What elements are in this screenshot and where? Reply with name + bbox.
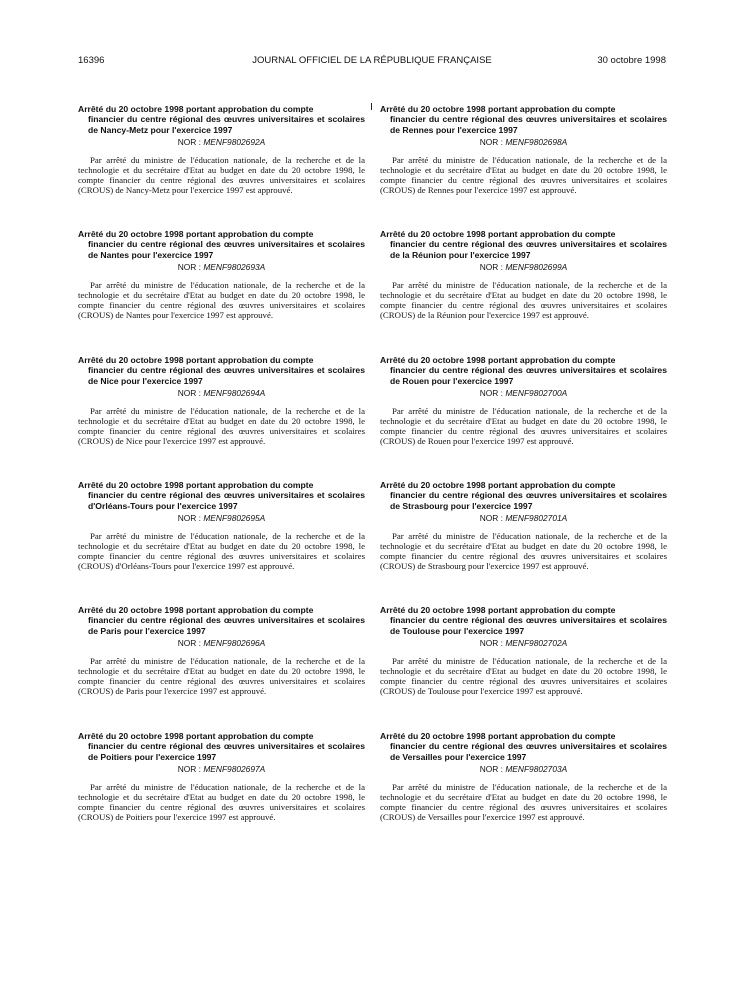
- nor-reference: [380, 513, 667, 523]
- nor-code: MENF9802700A: [505, 388, 568, 399]
- article-title: [380, 605, 667, 636]
- nor-label: NOR :: [177, 388, 201, 399]
- article-title-first-line: Arrêté du 20 octobre 1998 portant approbation du compte: [380, 731, 616, 741]
- nor-label: NOR :: [479, 137, 503, 148]
- nor-code: MENF9802695A: [203, 513, 266, 524]
- article: [380, 605, 667, 697]
- issue-date: 30 octobre 1998: [597, 55, 666, 66]
- article-body: Par arrêté du ministre de l'éducation nationale, de la recherche et de la technologie et du secrétaire d'Etat au budget en date du 20 octobre 1998, le compte financier du centre régional des œuvres universitaires et scolaires (CROUS) de Strasbourg pour l'exercice 1997 est approuvé.: [380, 531, 667, 571]
- article-body: Par arrêté du ministre de l'éducation nationale, de la recherche et de la technologie et du secrétaire d'Etat au budget en date du 20 octobre 1998, le compte financier du centre régional des œuvres universitaires et scolaires (CROUS) de Nancy-Metz pour l'exercice 1997 est approuvé.: [78, 155, 365, 195]
- nor-label: NOR :: [479, 262, 503, 273]
- nor-label: NOR :: [479, 513, 503, 524]
- article-title-first-line: Arrêté du 20 octobre 1998 portant approbation du compte: [78, 104, 314, 114]
- article-title: [380, 480, 667, 511]
- article: [78, 355, 365, 447]
- article-body: Par arrêté du ministre de l'éducation nationale, de la recherche et de la technologie et du secrétaire d'Etat au budget en date du 20 octobre 1998, le compte financier du centre régional des œuvres universitaires et scolaires (CROUS) de Toulouse pour l'exercice 1997 est approuvé.: [380, 656, 667, 696]
- nor-label: NOR :: [177, 638, 201, 649]
- article-title-rest: financier du centre régional des œuvres universitaires et scolaires de Toulouse pour l'exercice 1997: [390, 615, 667, 636]
- page-header: [78, 55, 666, 69]
- article: [78, 605, 365, 697]
- nor-reference: [380, 388, 667, 398]
- nor-label: NOR :: [479, 388, 503, 399]
- article-title: [380, 229, 667, 260]
- journal-title: JOURNAL OFFICIEL DE LA RÉPUBLIQUE FRANÇAISE: [252, 55, 492, 66]
- nor-reference: [380, 638, 667, 648]
- nor-label: NOR :: [177, 764, 201, 775]
- nor-label: NOR :: [479, 764, 503, 775]
- nor-code: MENF9802702A: [505, 638, 568, 649]
- article-body: Par arrêté du ministre de l'éducation nationale, de la recherche et de la technologie et du secrétaire d'Etat au budget en date du 20 octobre 1998, le compte financier du centre régional des œuvres universitaires et scolaires (CROUS) de Nice pour l'exercice 1997 est approuvé.: [78, 406, 365, 446]
- article-body: Par arrêté du ministre de l'éducation nationale, de la recherche et de la technologie et du secrétaire d'Etat au budget en date du 20 octobre 1998, le compte financier du centre régional des œuvres universitaires et scolaires (CROUS) de Paris pour l'exercice 1997 est approuvé.: [78, 656, 365, 696]
- article-title-rest: financier du centre régional des œuvres universitaires et scolaires de Strasbourg pour l'exercice 1997: [390, 490, 667, 511]
- nor-reference: [380, 137, 667, 147]
- nor-label: NOR :: [177, 513, 201, 524]
- article-title-first-line: Arrêté du 20 octobre 1998 portant approbation du compte: [78, 605, 314, 615]
- nor-label: NOR :: [479, 638, 503, 649]
- article-title-rest: financier du centre régional des œuvres universitaires et scolaires de la Réunion pour l'exercice 1997: [390, 239, 667, 260]
- article: [380, 480, 667, 572]
- article-title-first-line: Arrêté du 20 octobre 1998 portant approbation du compte: [78, 731, 314, 741]
- article-title: [380, 731, 667, 762]
- article: [78, 229, 365, 321]
- nor-code: MENF9802692A: [203, 137, 266, 148]
- nor-code: MENF9802694A: [203, 388, 266, 399]
- nor-label: NOR :: [177, 262, 201, 273]
- nor-code: MENF9802701A: [505, 513, 568, 524]
- article-title: [78, 480, 365, 511]
- article: [78, 480, 365, 572]
- nor-code: MENF9802703A: [505, 764, 568, 775]
- article: [380, 104, 667, 196]
- article-title-rest: financier du centre régional des œuvres universitaires et scolaires d'Orléans-Tours pour l'exercice 1997: [88, 490, 365, 511]
- nor-reference: [78, 137, 365, 147]
- article-title-first-line: Arrêté du 20 octobre 1998 portant approbation du compte: [380, 355, 616, 365]
- article-title: [78, 104, 365, 135]
- nor-label: NOR :: [177, 137, 201, 148]
- article-title: [78, 605, 365, 636]
- nor-code: MENF9802699A: [505, 262, 568, 273]
- nor-code: MENF9802697A: [203, 764, 266, 775]
- article-title-rest: financier du centre régional des œuvres universitaires et scolaires de Nancy-Metz pour l'exercice 1997: [88, 114, 365, 135]
- nor-reference: [78, 388, 365, 398]
- article-title-first-line: Arrêté du 20 octobre 1998 portant approbation du compte: [380, 605, 616, 615]
- article-body: Par arrêté du ministre de l'éducation nationale, de la recherche et de la technologie et du secrétaire d'Etat au budget en date du 20 octobre 1998, le compte financier du centre régional des œuvres universitaires et scolaires (CROUS) de la Réunion pour l'exercice 1997 est approuvé.: [380, 280, 667, 320]
- article-title-first-line: Arrêté du 20 octobre 1998 portant approbation du compte: [78, 480, 314, 490]
- article-title: [78, 355, 365, 386]
- article-body: Par arrêté du ministre de l'éducation nationale, de la recherche et de la technologie et du secrétaire d'Etat au budget en date du 20 octobre 1998, le compte financier du centre régional des œuvres universitaires et scolaires (CROUS) de Rouen pour l'exercice 1997 est approuvé.: [380, 406, 667, 446]
- article-title-rest: financier du centre régional des œuvres universitaires et scolaires de Poitiers pour l'exercice 1997: [88, 741, 365, 762]
- article-title-first-line: Arrêté du 20 octobre 1998 portant approbation du compte: [78, 229, 314, 239]
- nor-code: MENF9802696A: [203, 638, 266, 649]
- article-body: Par arrêté du ministre de l'éducation nationale, de la recherche et de la technologie et du secrétaire d'Etat au budget en date du 20 octobre 1998, le compte financier du centre régional des œuvres universitaires et scolaires (CROUS) de Nantes pour l'exercice 1997 est approuvé.: [78, 280, 365, 320]
- article-title-first-line: Arrêté du 20 octobre 1998 portant approbation du compte: [380, 104, 616, 114]
- page-number: 16396: [78, 55, 105, 66]
- article: [380, 229, 667, 321]
- article-body: Par arrêté du ministre de l'éducation nationale, de la recherche et de la technologie et du secrétaire d'Etat au budget en date du 20 octobre 1998, le compte financier du centre régional des œuvres universitaires et scolaires (CROUS) de Versailles pour l'exercice 1997 est approuvé.: [380, 782, 667, 822]
- article-title-rest: financier du centre régional des œuvres universitaires et scolaires de Nantes pour l'exercice 1997: [88, 239, 365, 260]
- article-title-rest: financier du centre régional des œuvres universitaires et scolaires de Rennes pour l'exercice 1997: [390, 114, 667, 135]
- column-divider: [371, 103, 372, 110]
- article-body: Par arrêté du ministre de l'éducation nationale, de la recherche et de la technologie et du secrétaire d'Etat au budget en date du 20 octobre 1998, le compte financier du centre régional des œuvres universitaires et scolaires (CROUS) de Poitiers pour l'exercice 1997 est approuvé.: [78, 782, 365, 822]
- article-title: [380, 104, 667, 135]
- nor-reference: [380, 764, 667, 774]
- article-title-rest: financier du centre régional des œuvres universitaires et scolaires de Nice pour l'exercice 1997: [88, 365, 365, 386]
- nor-reference: [78, 638, 365, 648]
- article-title: [380, 355, 667, 386]
- nor-reference: [78, 764, 365, 774]
- nor-reference: [380, 262, 667, 272]
- article-title-rest: financier du centre régional des œuvres universitaires et scolaires de Rouen pour l'exercice 1997: [390, 365, 667, 386]
- article: [380, 731, 667, 823]
- article: [78, 731, 365, 823]
- article-title-first-line: Arrêté du 20 octobre 1998 portant approbation du compte: [380, 229, 616, 239]
- nor-code: MENF9802693A: [203, 262, 266, 273]
- article-title-rest: financier du centre régional des œuvres universitaires et scolaires de Paris pour l'exercice 1997: [88, 615, 365, 636]
- article-title-first-line: Arrêté du 20 octobre 1998 portant approbation du compte: [78, 355, 314, 365]
- nor-reference: [78, 513, 365, 523]
- article-title-rest: financier du centre régional des œuvres universitaires et scolaires de Versailles pour l'exercice 1997: [390, 741, 667, 762]
- article: [380, 355, 667, 447]
- article-title: [78, 731, 365, 762]
- nor-code: MENF9802698A: [505, 137, 568, 148]
- article-title-first-line: Arrêté du 20 octobre 1998 portant approbation du compte: [380, 480, 616, 490]
- article-title: [78, 229, 365, 260]
- article-body: Par arrêté du ministre de l'éducation nationale, de la recherche et de la technologie et du secrétaire d'Etat au budget en date du 20 octobre 1998, le compte financier du centre régional des œuvres universitaires et scolaires (CROUS) d'Orléans-Tours pour l'exercice 1997 est approuvé.: [78, 531, 365, 571]
- article: [78, 104, 365, 196]
- article-body: Par arrêté du ministre de l'éducation nationale, de la recherche et de la technologie et du secrétaire d'Etat au budget en date du 20 octobre 1998, le compte financier du centre régional des œuvres universitaires et scolaires (CROUS) de Rennes pour l'exercice 1997 est approuvé.: [380, 155, 667, 195]
- nor-reference: [78, 262, 365, 272]
